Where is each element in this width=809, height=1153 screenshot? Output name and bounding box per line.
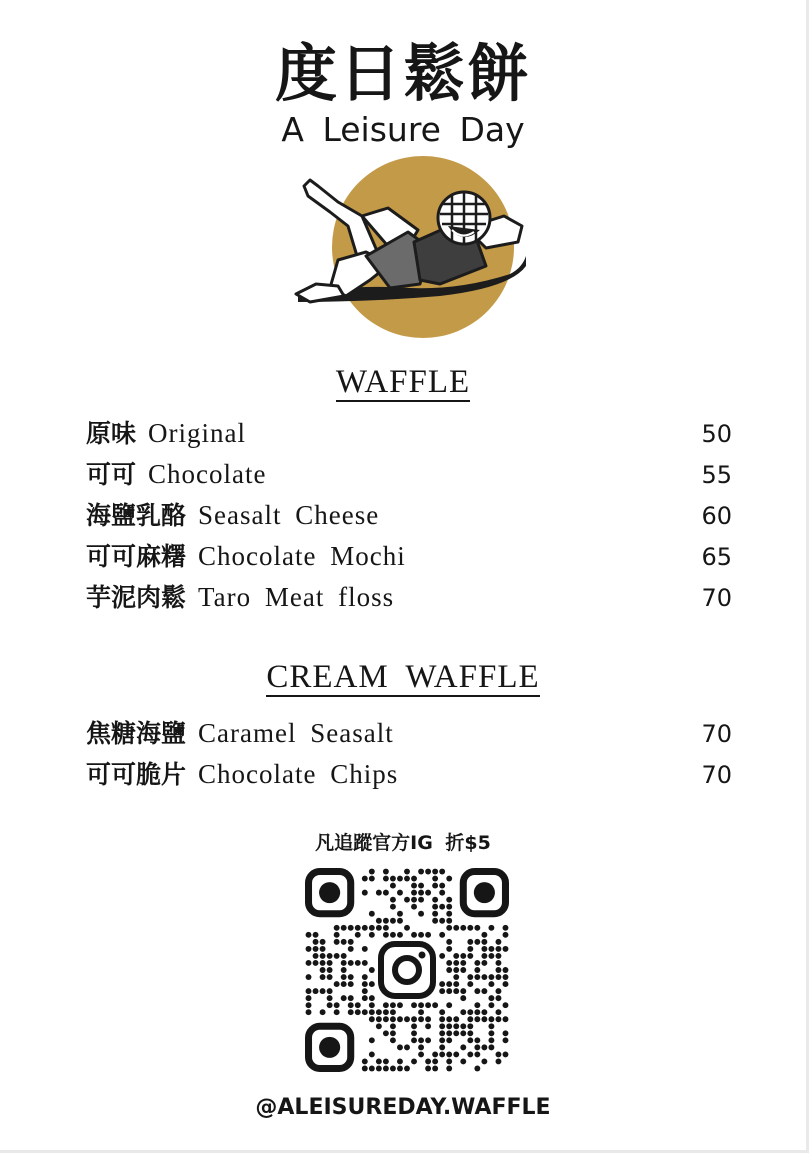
instagram-icon [381,944,433,996]
item-name-en: Caramel Seasalt [198,718,394,748]
item-name-en: Original [148,418,246,448]
menu-item [86,537,732,578]
item-price: 50 [701,420,732,448]
item-price: 55 [701,461,732,489]
menu-item [86,578,732,619]
item-name-cn: 焦糖海鹽 [86,719,187,748]
menu-item [86,414,732,455]
item-name-cn: 可可脆片 [86,760,187,789]
item-price: 65 [701,543,732,571]
item-name-en: Taro Meat floss [198,582,395,612]
item-price: 60 [701,502,732,530]
menu-item [86,496,732,537]
menu-item [86,714,732,755]
ig-follow-discount: 凡追蹤官方IG 折$5 [315,832,491,854]
menu-item [86,455,732,496]
menu-item [86,755,732,796]
item-name-en: Seasalt Cheese [198,500,380,530]
item-price: 70 [701,761,732,789]
item-name-en: Chocolate [148,459,267,489]
instagram-handle[interactable]: @ALEISUREDAY.WAFFLE [255,1095,551,1120]
waffle-man-lying-logo-icon [290,156,530,342]
item-name-cn: 芋泥肉鬆 [86,583,187,612]
section-title-cream-waffle: CREAM WAFFLE [266,659,540,695]
shop-name-chinese: 度日鬆餅 [274,37,531,110]
item-price: 70 [701,720,732,748]
item-name-cn: 可可 [86,460,137,489]
instagram-qr-code-icon[interactable] [305,868,509,1072]
section-title-waffle: WAFFLE [335,364,471,400]
item-price: 70 [701,584,732,612]
item-name-en: Chocolate Chips [198,759,399,789]
shop-name-english: A Leisure Day [281,110,525,149]
item-name-cn: 原味 [86,419,137,448]
item-name-en: Chocolate Mochi [198,541,406,571]
menu-list-waffle [86,414,732,619]
menu-list-cream-waffle [86,714,732,796]
item-name-cn: 海鹽乳酪 [86,501,187,530]
item-name-cn: 可可麻糬 [86,542,187,571]
